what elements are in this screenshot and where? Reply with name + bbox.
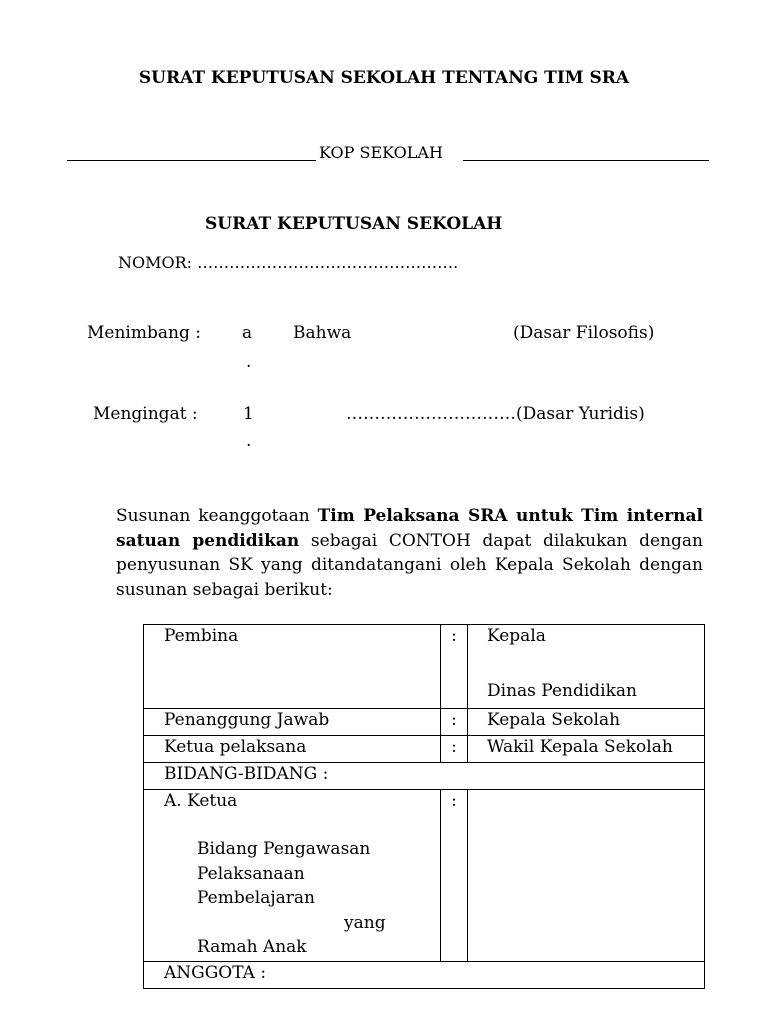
kop-left-line	[67, 160, 316, 161]
intro-paragraph	[116, 504, 703, 602]
pembina-value-2: Dinas Pendidikan	[487, 681, 637, 701]
intro-text-1: Susunan keanggotaan	[116, 506, 318, 526]
members-table	[143, 624, 705, 989]
table-row-pembina	[144, 625, 705, 709]
sk-title: SURAT KEPUTUSAN SEKOLAH	[205, 214, 503, 234]
ketua-a-line-2: Pelaksanaan	[197, 863, 305, 884]
ketua-a-line-3: Pembelajaran	[197, 888, 315, 908]
pembina-value-1: Kepala	[487, 626, 546, 646]
nomor-line: NOMOR: ………………………………………….	[118, 253, 459, 272]
colon: :	[441, 709, 468, 736]
table-row-ketua-a	[144, 790, 705, 962]
table-row-ketua-pelaksana	[144, 736, 705, 763]
mengingat-num: 1	[243, 404, 254, 424]
ketua-pelaksana-value: Wakil Kepala Sekolah	[468, 736, 705, 763]
anggota-heading: ANGGOTA :	[144, 962, 705, 989]
pembina-value	[468, 625, 705, 709]
intro-text-2: sebagai CONTOH dapat dilakukan dengan penyusunan SK yang ditandatangani oleh Kepala Sekolah dengan susunan sebagai berikut:	[116, 530, 704, 600]
colon: :	[441, 790, 468, 962]
kop-right-line	[463, 160, 709, 161]
kop-sekolah: KOP SEKOLAH	[319, 143, 443, 162]
menimbang-num: a	[242, 323, 253, 343]
ketua-a-value	[468, 790, 705, 962]
ketua-a-line-4: yang	[344, 912, 386, 933]
ketua-pelaksana-label: Ketua pelaksana	[144, 736, 441, 763]
penanggung-value: Kepala Sekolah	[468, 709, 705, 736]
ketua-a-line-5: Ramah Anak	[197, 937, 307, 957]
mengingat-label: Mengingat :	[93, 404, 198, 424]
menimbang-text: Bahwa	[293, 323, 352, 343]
mengingat-text: …………………………(Dasar Yuridis)	[346, 404, 645, 424]
menimbang-note: (Dasar Filosofis)	[513, 323, 655, 343]
intro-bold: Tim Pelaksana SRA untuk Tim internal satuan pendidikan	[116, 506, 703, 551]
menimbang-dot: .	[246, 352, 252, 372]
mengingat-dot: .	[246, 431, 252, 451]
table-row-penanggung-jawab	[144, 709, 705, 736]
document-title: SURAT KEPUTUSAN SEKOLAH TENTANG TIM SRA	[138, 68, 630, 88]
table-row-anggota	[144, 962, 705, 989]
bidang-heading: BIDANG-BIDANG :	[144, 763, 705, 790]
menimbang-label: Menimbang :	[87, 323, 201, 343]
ketua-a-cell	[144, 790, 441, 962]
colon: :	[441, 736, 468, 763]
ketua-a-label: A. Ketua	[164, 791, 238, 811]
ketua-a-line-1: Bidang Pengawasan	[197, 839, 371, 859]
penanggung-label: Penanggung Jawab	[144, 709, 441, 736]
pembina-label: Pembina	[144, 625, 441, 709]
colon: :	[441, 625, 468, 709]
table-row-bidang	[144, 763, 705, 790]
